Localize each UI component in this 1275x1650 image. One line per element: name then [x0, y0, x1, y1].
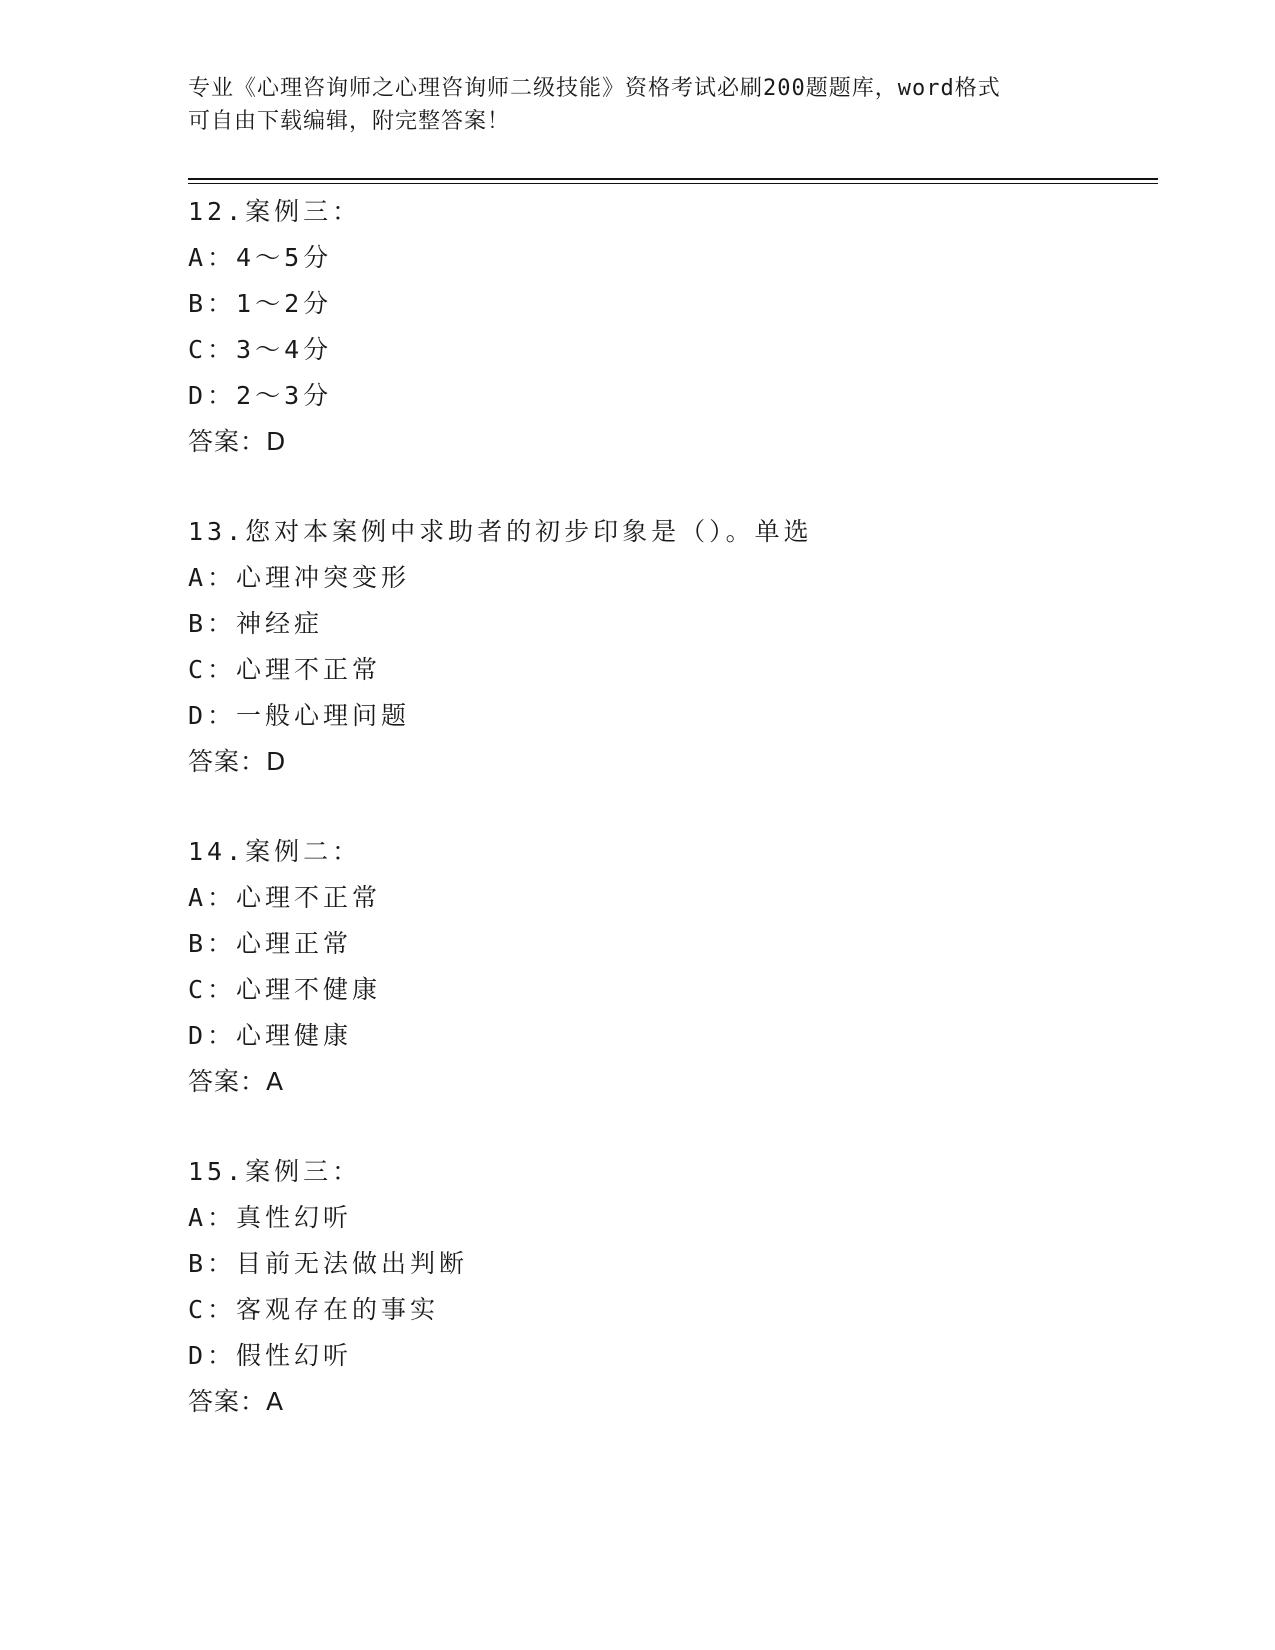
answer-line: 答案：D: [188, 427, 287, 456]
question-block: [188, 829, 1148, 1105]
option-a: A：心理不正常: [188, 883, 382, 912]
option-b: B：1～2分: [188, 289, 333, 318]
option-c: C：心理不正常: [188, 655, 382, 684]
header-line-2: 可自由下载编辑，附完整答案！: [188, 109, 511, 134]
question-block: [188, 509, 1148, 785]
answer-line: 答案：D: [188, 747, 287, 776]
question-title: 14.案例二：: [188, 837, 362, 866]
question-title: 13.您对本案例中求助者的初步印象是（）。单选: [188, 517, 813, 546]
answer-line: 答案：A: [188, 1067, 285, 1096]
question-title: 12.案例三：: [188, 197, 362, 226]
header-line-1: 专业《心理咨询师之心理咨询师二级技能》资格考试必刷200题题库，word格式: [188, 76, 1001, 101]
document-header: [188, 72, 1088, 138]
header-divider-bottom: [188, 183, 1158, 184]
option-d: D：一般心理问题: [188, 701, 411, 730]
option-d: D：假性幻听: [188, 1341, 353, 1370]
answer-line: 答案：A: [188, 1387, 285, 1416]
option-b: B：目前无法做出判断: [188, 1249, 469, 1278]
question-block: [188, 189, 1148, 465]
option-a: A：真性幻听: [188, 1203, 353, 1232]
option-c: C：客观存在的事实: [188, 1295, 440, 1324]
option-c: C：3～4分: [188, 335, 333, 364]
question-title: 15.案例三：: [188, 1157, 362, 1186]
option-a: A：心理冲突变形: [188, 563, 411, 592]
option-d: D：2～3分: [188, 381, 333, 410]
header-divider-top: [188, 178, 1158, 180]
option-b: B：神经症: [188, 609, 324, 638]
question-block: [188, 1149, 1148, 1425]
option-a: A：4～5分: [188, 243, 333, 272]
option-b: B：心理正常: [188, 929, 353, 958]
option-c: C：心理不健康: [188, 975, 382, 1004]
option-d: D：心理健康: [188, 1021, 353, 1050]
